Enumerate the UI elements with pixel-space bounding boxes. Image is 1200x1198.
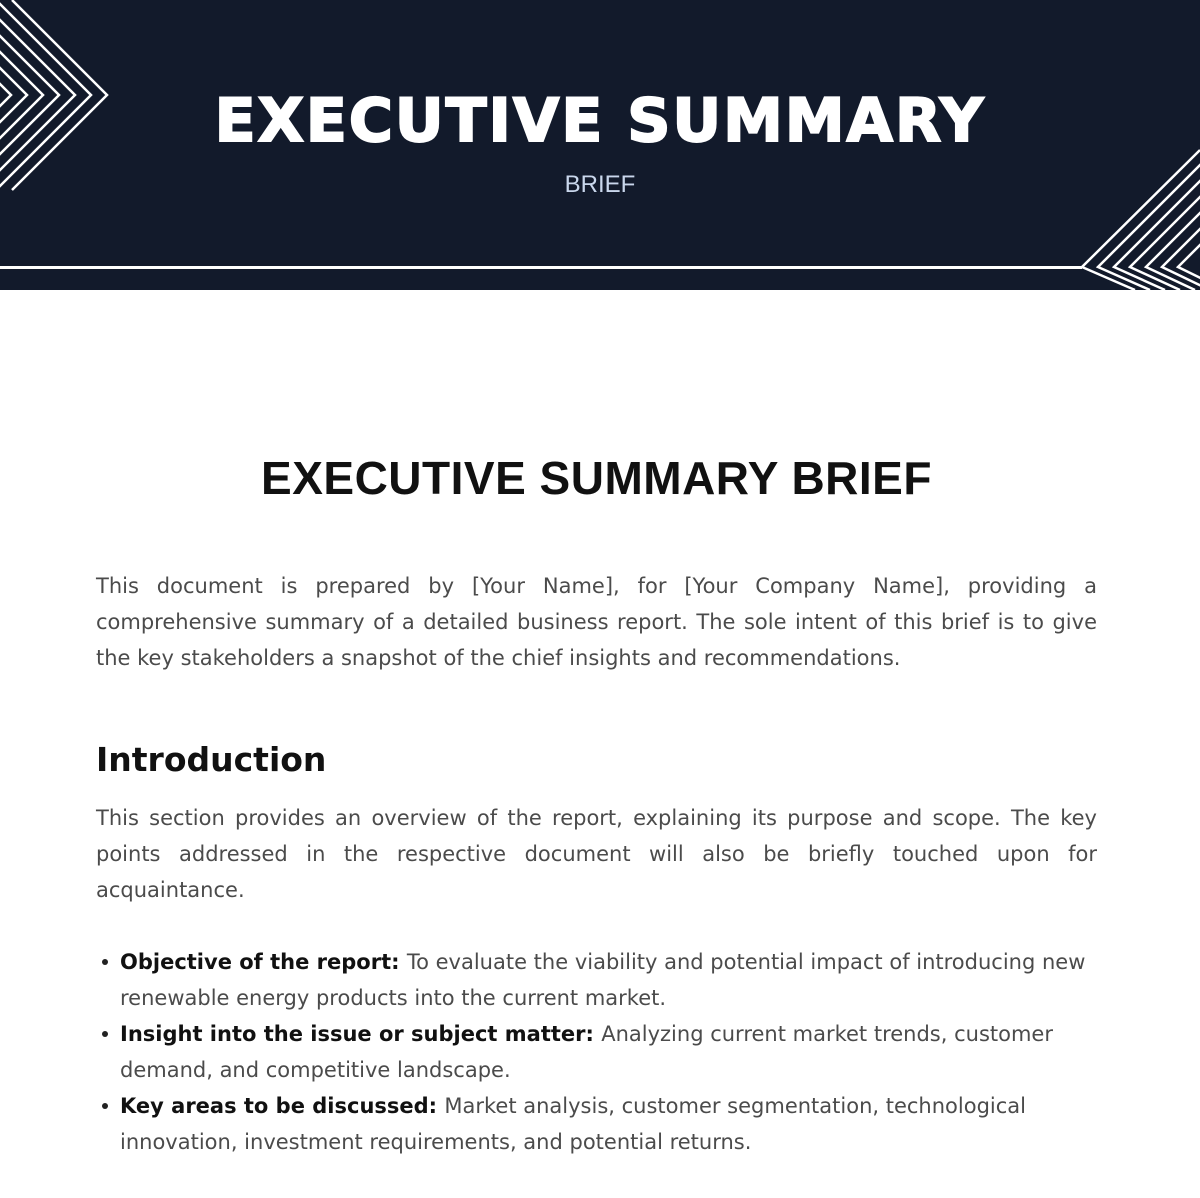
bullet-dot-icon: [102, 959, 108, 965]
bullet-label: Key areas to be discussed:: [120, 1094, 445, 1118]
bullet-dot-icon: [102, 1103, 108, 1109]
bullet-label: Insight into the issue or subject matter:: [120, 1022, 602, 1046]
document-title: EXECUTIVE SUMMARY BRIEF: [261, 452, 932, 504]
bullet-text: To evaluate the viability and potential impact of introducing new renewable energy products into the current market.: [120, 950, 1086, 1010]
bullet-label: Objective of the report:: [120, 950, 407, 974]
bullet-item: [96, 944, 1097, 1016]
bullet-dot-icon: [102, 1031, 108, 1037]
header-banner: [0, 0, 1200, 290]
intro-paragraph: This document is prepared by [Your Name], for [Your Company Name], providing a comprehensive summary of a detailed business report. The sole intent of this brief is to give the key stakeholders a snapshot of the chief insights and recommendations.: [96, 574, 1097, 670]
banner-title: EXECUTIVE SUMMARY: [214, 86, 986, 156]
banner-divider-line: [0, 266, 1082, 269]
bullet-text: Analyzing current market trends, customer demand, and competitive landscape.: [120, 1022, 1053, 1082]
section-introduction: [96, 736, 1097, 1160]
bullet-item: [96, 1016, 1097, 1088]
bullet-text: Market analysis, customer segmentation, technological innovation, investment requirements, and potential returns.: [120, 1094, 1026, 1154]
bullet-list: [96, 944, 1097, 1160]
section-heading: Introduction: [96, 740, 327, 779]
bullet-item: [96, 1088, 1097, 1160]
banner-subtitle: BRIEF: [564, 171, 636, 198]
section-paragraph: This section provides an overview of the report, explaining its purpose and scope. The key points addressed in the respective document will also be briefly touched upon for acquaintance.: [96, 806, 1097, 902]
document-body: [96, 448, 1097, 1160]
